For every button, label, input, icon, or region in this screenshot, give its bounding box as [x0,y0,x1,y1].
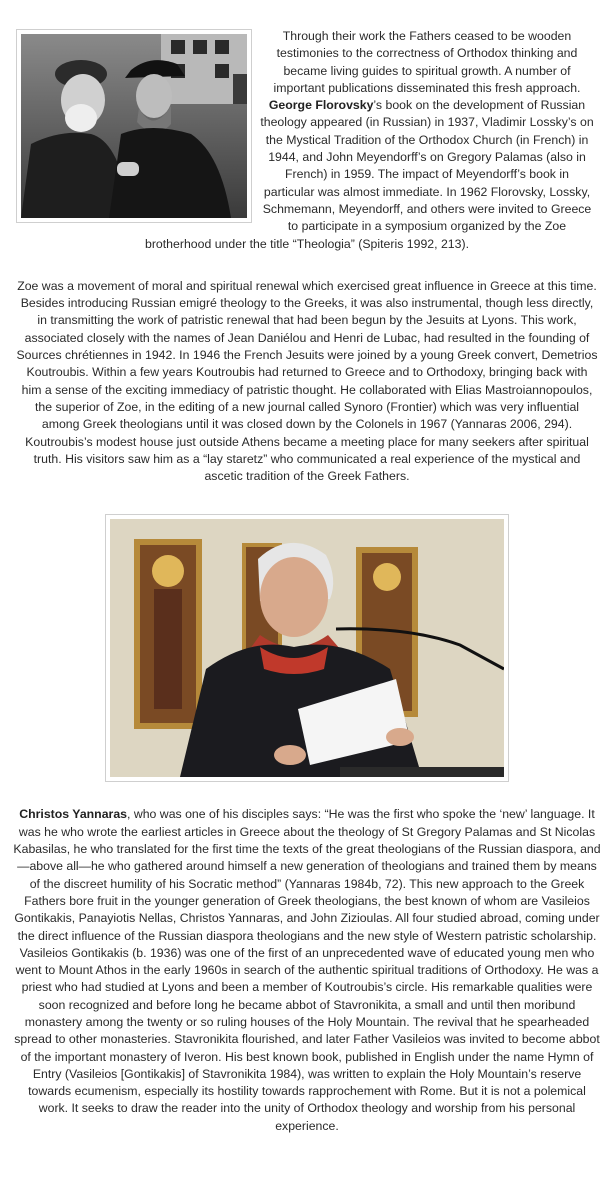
photo-yannaras-speaking-image [110,519,504,777]
photo-two-elderly-men-image [21,34,247,218]
photo-two-elderly-men [16,29,252,223]
bold-name-yannaras: Christos Yannaras [19,807,127,822]
paragraph-yannaras [0,782,614,1135]
paragraph-text: ’s book on the development of Russian theology appeared (in Russian) in 1937, Vladimir Lossky’s on the Mystical Tradition of the Orthodox Church (in French) in 1944, and John Meyendorff’s on Gregory Palamas (also in French) in 1959. The impact of Meyendorff’s book in particular was almost immediate. In 1962 Florovsky, Lossky, Schmemann, Meyendorff, and others were invited to Greece to participate in a symposium organized by the Zoe brotherhood under the title “Theologia” (Spiteris 1992, 213). [144,98,594,251]
photo-yannaras-speaking [105,514,509,782]
paragraph-zoe: Zoe was a movement of moral and spiritual renewal which exercised great influence in Greece at this time. Besides introducing Russian emigré theology to the Greeks, it was also instrumental, though less directly, in transmitting the work of patristic renewal that had been begun by the Jesuits at Lyons. This work, associated closely with the names of Jean Daniélou and Henri de Lubac, had resulted in the founding of Sources chrétiennes in 1942. In 1946 the French Jesuits were joined by a young Greek convert, Demetrios Koutroubis. Within a few years Koutroubis had returned to Greece and to Orthodoxy, bringing back with him a sense of the exciting immediacy of patristic thought. He collaborated with Elias Mastroiannopoulos, the superior of Zoe, in the editing of a new journal called Synoro (Frontier) which was very influential among Greek theologians until it was closed down by the Colonels in 1967 (Yannaras 2006, 294). Koutroubis’s modest house just outside Athens became a meeting place for many seekers after spiritual truth. His visitors saw him as a “lay staretz” who communicated a real experience of the mystical and ascetic tradition of the Greek Fathers. [16,278,598,484]
bold-name-florovsky: George Florovsky [268,98,374,113]
paragraph-text: , who was one of his disciples says: “He was the first who spoke the ‘new’ language. It was he who wrote the earliest articles in Greece about the theology of St Gregory Palamas and St Nicolas Kabasilas, he who translated for the first time the texts of the great theologians of the Russian diaspora, and—above all—he who gathered around himself a new generation of theologians and trained them by means of the discreet humility of his Socratic method” (Yannaras 1984b, 72). This new approach to the Greek Fathers bore fruit in the younger generation of Greek theologians, the best known of whom are Vasileios Gontikakis, Panayiotis Nellas, Christos Yannaras, and John Zizioulas. All four studied abroad, coming under the direct influence of the Russian diaspora theologians and the new style of Western patristic scholarship. Vasileios Gontikakis (b. 1936) was one of the first of an unprecedented wave of educated young men who went to Mount Athos in the early 1960s in search of the authentic spiritual traditions of Orthodoxy. He was a priest who had studied at Lyons and been a member of Koutroubis’s circle. His remarkable qualities were soon recognized and before long he became abbot of Stavronikita, a small and until then moribund monastery among the twenty or so ruling houses of the Holy Mountain. The revival that he spearheaded spread to other monasteries. Stavronikita flourished, and later Father Vasileios was invited to become abbot of the important monastery of Iveron. His best known book, published in English under the name Hymn of Entry (Vasileios [Gontikakis] of Stavronikita 1984), was written to explain the Holy Mountain’s reserve towards ecumenism, especially its hostility towards rapprochement with Rome. But it is not a polemical work. It seeks to draw the reader into the unity of Orthodox theology and worship from his personal experience. [13,807,601,1133]
paragraph-text: Through their work the Fathers ceased to be wooden testimonies to the correctness of Orthodox thinking and became living guides to spiritual growth. A number of important publications disseminated this fresh approach. [273,29,581,95]
